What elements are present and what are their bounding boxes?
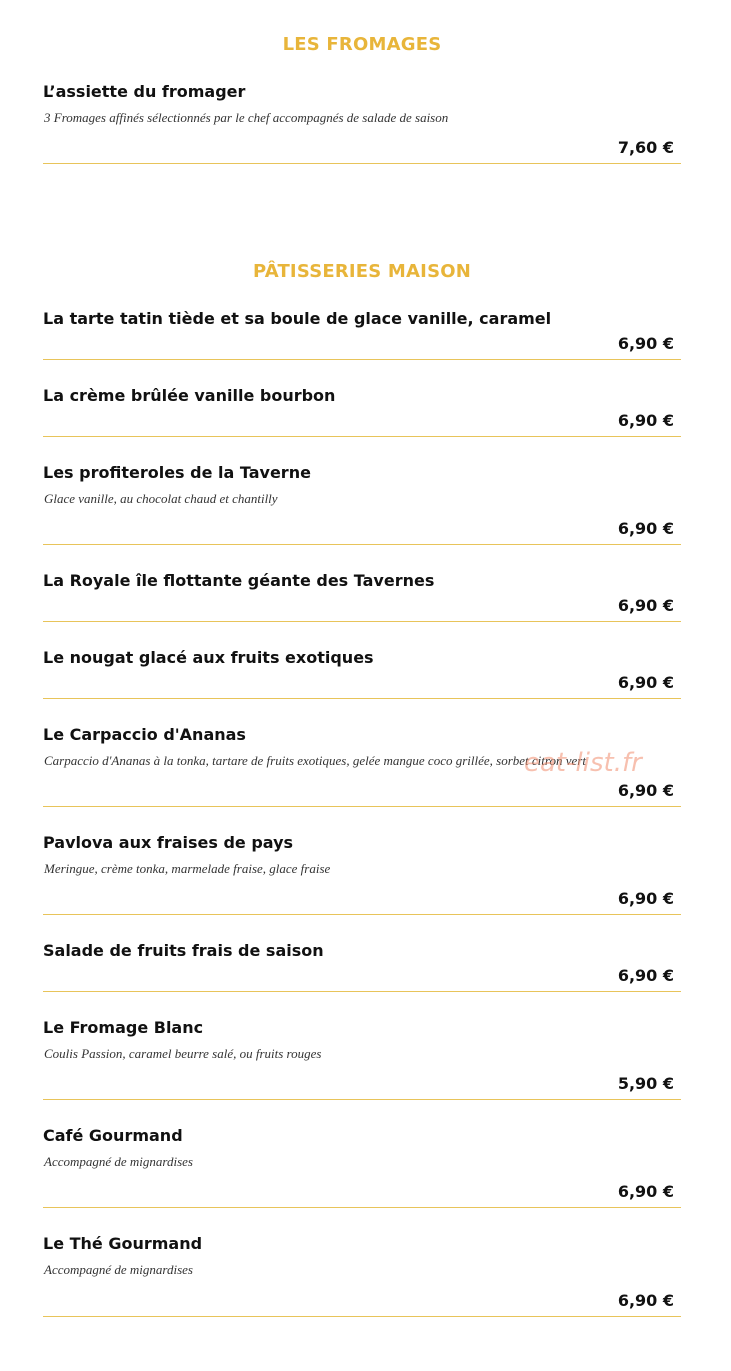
item-price: 6,90 € — [617, 1182, 674, 1201]
item-price: 6,90 € — [617, 1291, 674, 1310]
item-price: 5,90 € — [617, 1074, 674, 1093]
watermark: eat-list.fr — [524, 748, 642, 778]
menu-item-fromage-blanc — [43, 1018, 681, 1100]
item-name: Café Gourmand — [43, 1126, 183, 1145]
item-price: 6,90 € — [617, 966, 674, 985]
item-name: Le Fromage Blanc — [43, 1018, 204, 1037]
section-title-patisseries: PÂTISSERIES MAISON — [252, 261, 472, 282]
item-name: Le Carpaccio d'Ananas — [43, 725, 246, 744]
item-name: La tarte tatin tiède et sa boule de glace vanille, caramel — [43, 309, 552, 328]
item-price: 6,90 € — [617, 781, 674, 800]
menu-item-the-gourmand — [43, 1234, 681, 1317]
item-description: Coulis Passion, caramel beurre salé, ou fruits rouges — [44, 1046, 322, 1061]
item-name: Les profiteroles de la Taverne — [43, 463, 311, 482]
item-name: Pavlova aux fraises de pays — [43, 833, 294, 852]
item-price: 6,90 € — [617, 673, 674, 692]
item-description: Meringue, crème tonka, marmelade fraise, glace fraise — [44, 861, 331, 876]
item-price: 6,90 € — [617, 334, 674, 353]
item-description: 3 Fromages affinés sélectionnés par le chef accompagnés de salade de saison — [44, 110, 449, 125]
item-name: L’assiette du fromager — [43, 82, 246, 101]
item-price: 6,90 € — [617, 596, 674, 615]
menu-item-creme-brulee — [43, 386, 681, 437]
menu-item-pavlova — [43, 833, 681, 915]
item-name: La Royale île flottante géante des Tavernes — [43, 571, 435, 590]
item-price: 6,90 € — [617, 889, 674, 908]
item-description: Accompagné de mignardises — [44, 1262, 193, 1277]
menu-item-cafe-gourmand — [43, 1126, 681, 1208]
item-name: Le nougat glacé aux fruits exotiques — [43, 648, 374, 667]
item-name: Le Thé Gourmand — [43, 1234, 203, 1253]
menu-item-salade-fruits — [43, 941, 681, 992]
item-name: Salade de fruits frais de saison — [43, 941, 324, 960]
menu-item-royale-ile-flottante — [43, 571, 681, 622]
menu-item-tarte-tatin — [43, 309, 681, 360]
item-name: La crème brûlée vanille bourbon — [43, 386, 336, 405]
item-price: 6,90 € — [617, 411, 674, 430]
section-title-fromages: LES FROMAGES — [282, 34, 442, 55]
item-price: 6,90 € — [617, 519, 674, 538]
item-description: Accompagné de mignardises — [44, 1154, 193, 1169]
menu-item-nougat-glace — [43, 648, 681, 699]
item-description: Glace vanille, au chocolat chaud et chantilly — [44, 491, 278, 506]
menu-item-profiteroles — [43, 463, 681, 545]
item-price: 7,60 € — [617, 138, 674, 157]
item-description: Carpaccio d'Ananas à la tonka, tartare de fruits exotiques, gelée mangue coco grillée, sorbet citron vert — [44, 753, 586, 768]
menu-item-assiette-fromager — [43, 82, 681, 164]
